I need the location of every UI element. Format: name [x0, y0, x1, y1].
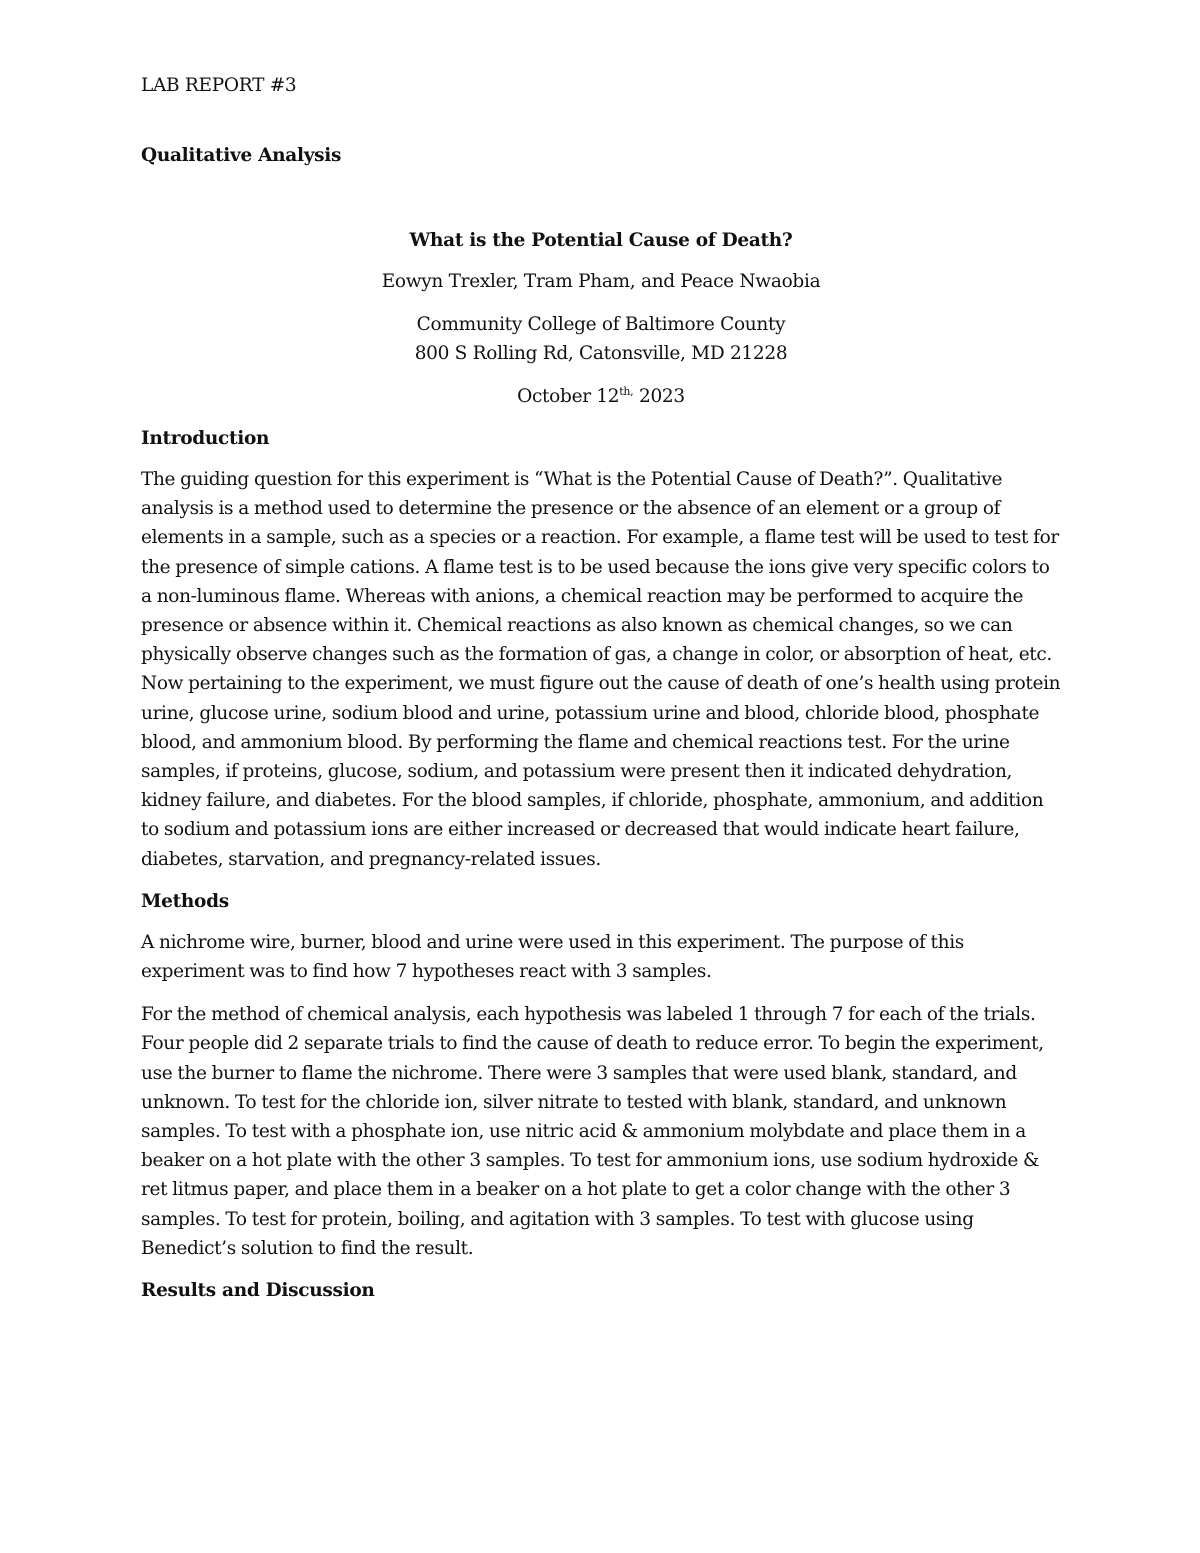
report-address: 800 S Rolling Rd, Catonsville, MD 21228 — [414, 343, 788, 364]
document-content — [141, 72, 1061, 1305]
results-heading: Results and Discussion — [141, 1280, 375, 1302]
report-institution: Community College of Baltimore County — [416, 314, 786, 335]
subject-title: Qualitative Analysis — [141, 145, 342, 166]
introduction-body: The guiding question for this experiment is “What is the Potential Cause of Death?”. Qualitative analysis is a method used to determine the presence or the absence of an element or a group of elements in a sample, such as a species or a reaction. For example, a flame test will be used to test for the presence of simple cations. A flame test is to be used because the ions give very specific colors to a non-luminous flame. Whereas with anions, a chemical reaction may be performed to acquire the presence or absence within it. Chemical reactions as also known as chemical changes, so we can physically observe changes such as the formation of gas, a change in color, or absorption of heat, etc. Now pertaining to the experiment, we must figure out the cause of death of one’s health using protein urine, glucose urine, sodium blood and urine, potassium urine and blood, chloride blood, phosphate blood, and ammonium blood. By performing the flame and chemical reactions test. For the urine samples, if proteins, glucose, sodium, and potassium were present then it indicated dehydration, kidney failure, and diabetes. For the blood samples, if chloride, phosphate, ammonium, and addition to sodium and potassium ions are either increased or decreased that would indicate heart failure, diabetes, starvation, and pregnancy-related issues. — [141, 469, 1061, 870]
report-label: LAB REPORT #3 — [141, 75, 297, 96]
date-ordinal: th, — [619, 384, 634, 398]
report-date — [141, 382, 1061, 411]
date-month-day: October 12 — [517, 386, 620, 407]
methods-paragraph-2: For the method of chemical analysis, each hypothesis was labeled 1 through 7 for each of the trials. Four people did 2 separate trials to find the cause of death to reduce error. To begin the experiment, use the burner to flame the nichrome. There were 3 samples that were used blank, standard, and unknown. To test for the chloride ion, silver nitrate to tested with blank, standard, and unknown samples. To test with a phosphate ion, use nitric acid & ammonium molybdate and place them in a beaker on a hot plate with the other 3 samples. To test for ammonium ions, use sodium hydroxide & ret litmus paper, and place them in a beaker on a hot plate to get a color change with the other 3 samples. To test for protein, boiling, and agitation with 3 samples. To test with glucose using Benedict’s solution to find the result. — [141, 1004, 1044, 1259]
report-authors: Eowyn Trexler, Tram Pham, and Peace Nwaobia — [381, 271, 821, 292]
date-year: 2023 — [633, 386, 685, 407]
methods-heading: Methods — [141, 890, 229, 912]
methods-paragraph-1: A nichrome wire, burner, blood and urine were used in this experiment. The purpose of this experiment was to find how 7 hypotheses react with 3 samples. — [141, 931, 964, 983]
introduction-heading: Introduction — [141, 428, 270, 449]
report-title: What is the Potential Cause of Death? — [409, 230, 793, 251]
